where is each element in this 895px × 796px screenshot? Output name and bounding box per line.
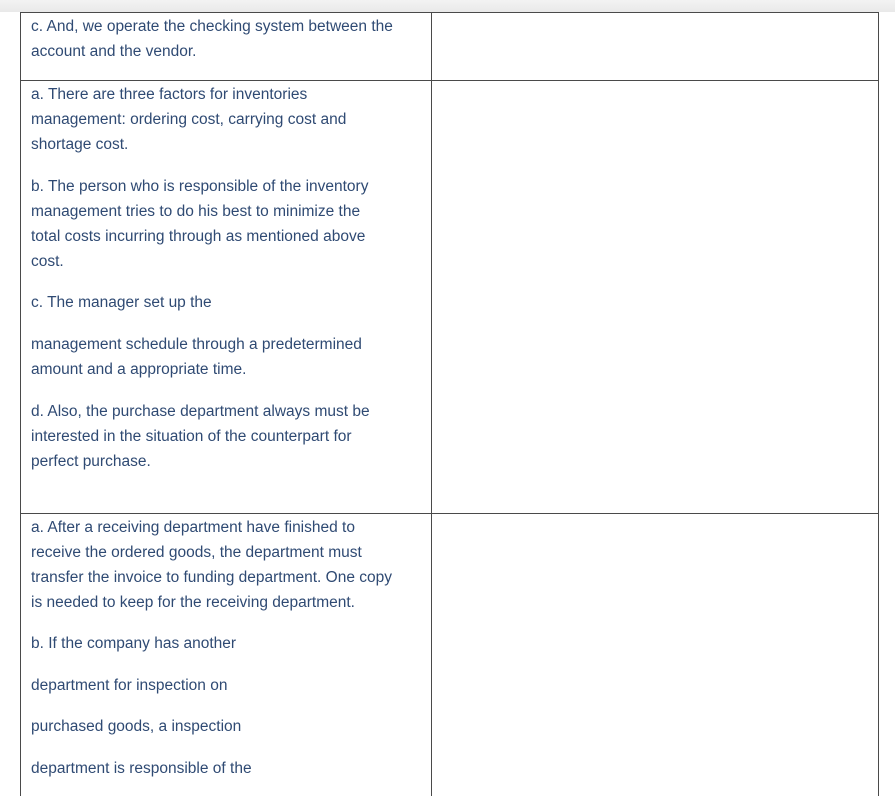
- paragraph: [31, 290, 422, 315]
- window-top-bar: [0, 0, 895, 12]
- table-row: [21, 13, 879, 81]
- text-line: shortage cost.: [31, 136, 129, 153]
- paragraph-gap: [31, 382, 422, 399]
- text-line: a. After a receiving department have finished to: [31, 519, 355, 536]
- text-line: management schedule through a predetermined: [31, 336, 362, 353]
- paragraph-gap: [31, 315, 422, 332]
- table-row: [21, 81, 879, 514]
- paragraph-gap: [31, 615, 422, 631]
- text-line: management: ordering cost, carrying cost and: [31, 111, 347, 128]
- paragraph-gap: [31, 274, 422, 290]
- text-line: a. There are three factors for inventories: [31, 86, 308, 103]
- table-cell-left: [21, 13, 432, 81]
- text-line: transfer the invoice to funding department. One copy: [31, 569, 393, 586]
- text-line: total costs incurring through as mentioned above: [31, 228, 366, 245]
- table-cell-left: [21, 514, 432, 796]
- paragraph: [31, 82, 422, 157]
- paragraph: [31, 515, 422, 615]
- text-line: cost.: [31, 253, 64, 270]
- text-line: perfect purchase.: [31, 453, 151, 470]
- table-cell-right: [432, 514, 879, 796]
- table-cell-right: [432, 13, 879, 81]
- paragraph-gap: [31, 739, 422, 756]
- text-line: interested in the situation of the counterpart for: [31, 428, 352, 445]
- text-line: purchased goods, a inspection: [31, 718, 242, 735]
- paragraph: [31, 399, 422, 474]
- table-cell-left: [21, 81, 432, 514]
- paragraph: [31, 673, 422, 698]
- text-line: is needed to keep for the receiving department.: [31, 594, 355, 611]
- paragraph-gap: [31, 157, 422, 174]
- paragraph: [31, 714, 422, 739]
- text-line: amount and a appropriate time.: [31, 361, 247, 378]
- text-line: department for inspection on: [31, 677, 228, 694]
- paragraph: [31, 631, 422, 656]
- table-cell-right: [432, 81, 879, 514]
- text-line: c. The manager set up the: [31, 294, 212, 311]
- paragraph: [31, 332, 422, 382]
- document-table: [20, 12, 879, 796]
- table-row: [21, 514, 879, 796]
- paragraph: [31, 14, 422, 64]
- text-line: b. If the company has another: [31, 635, 237, 652]
- text-line: c. And, we operate the checking system between the: [31, 18, 393, 35]
- text-line: d. Also, the purchase department always must be: [31, 403, 370, 420]
- text-line: management tries to do his best to minimize the: [31, 203, 361, 220]
- text-line: receive the ordered goods, the department must: [31, 544, 362, 561]
- paragraph: [31, 174, 422, 274]
- text-line: department is responsible of the: [31, 760, 252, 777]
- text-line: account and the vendor.: [31, 43, 197, 60]
- text-line: b. The person who is responsible of the inventory: [31, 178, 369, 195]
- paragraph: [31, 756, 422, 781]
- paragraph-gap: [31, 698, 422, 714]
- paragraph-gap: [31, 656, 422, 673]
